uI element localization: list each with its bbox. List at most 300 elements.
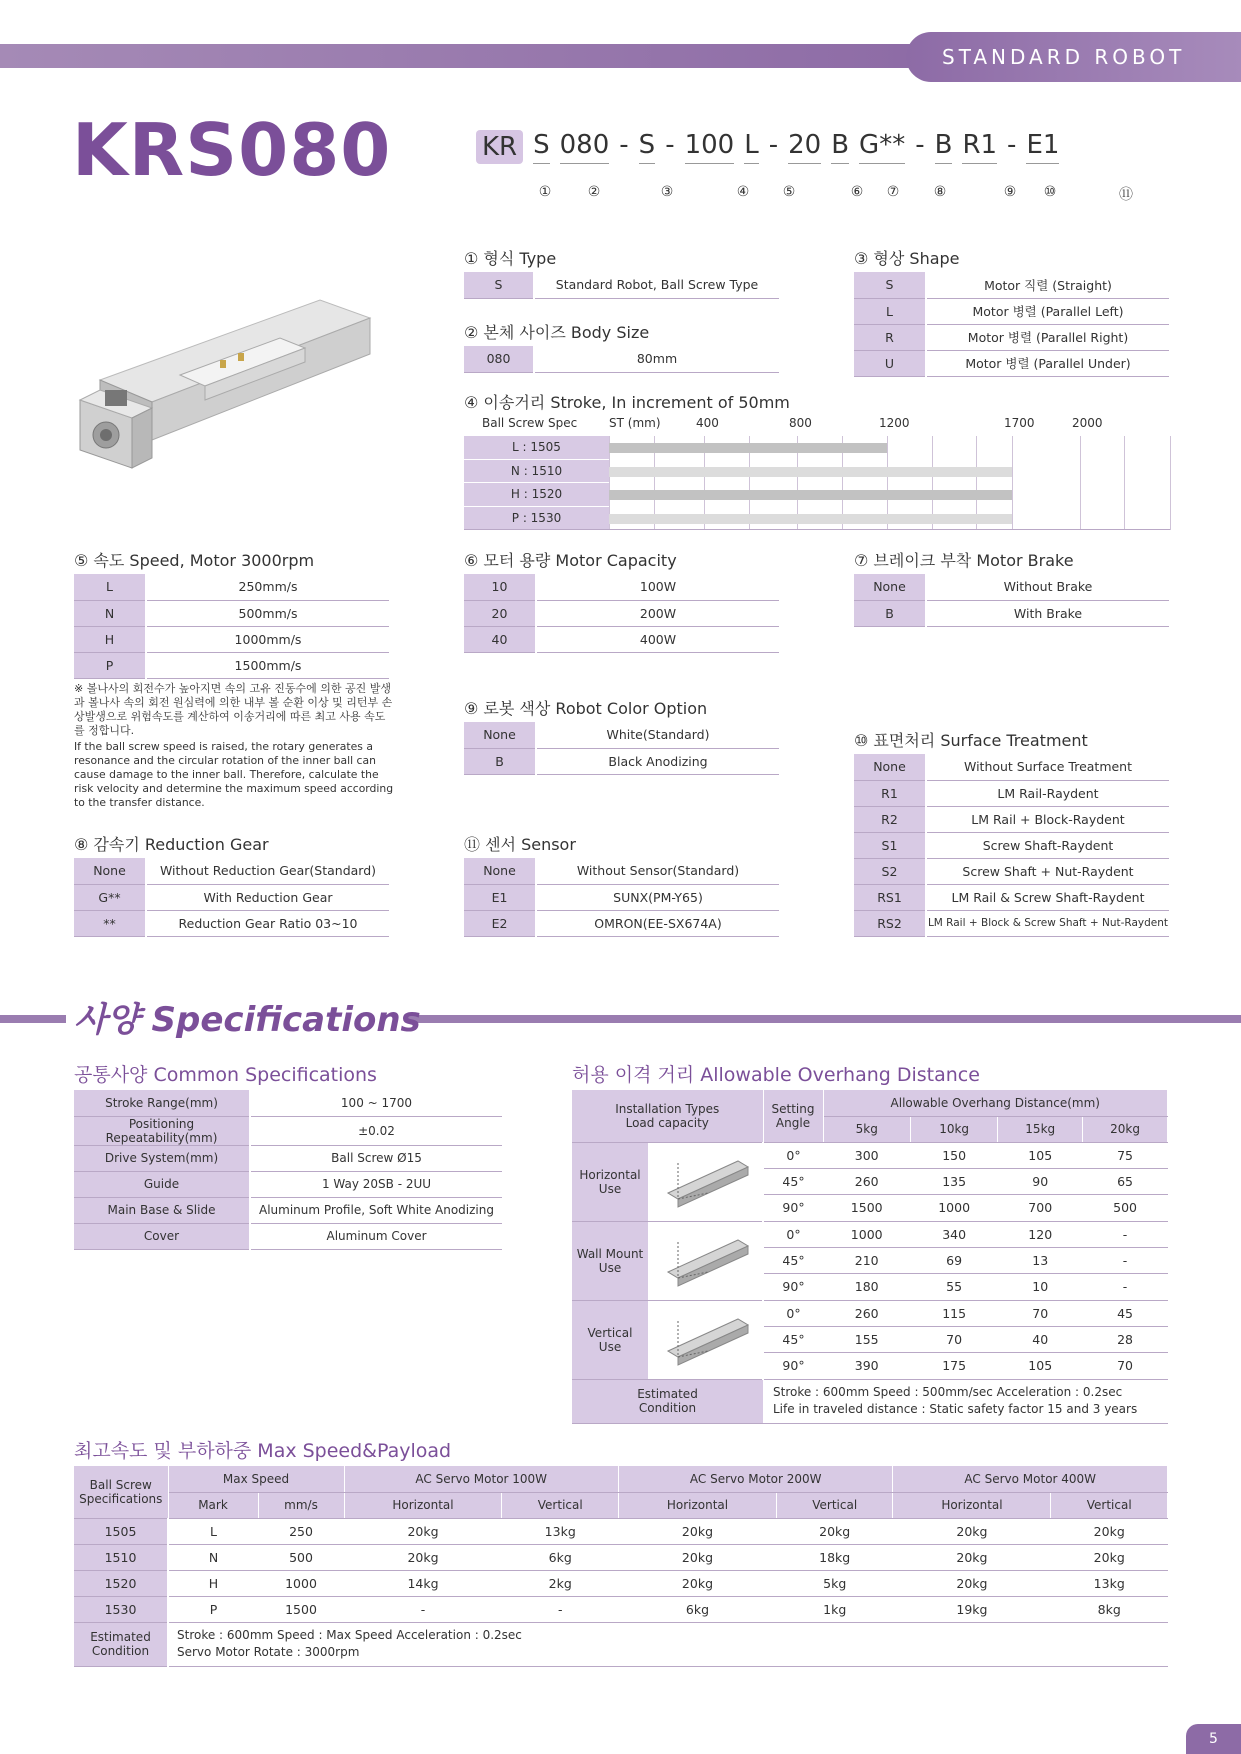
row-value: Reduction Gear Ratio 03~10 — [146, 910, 389, 936]
maxspeed-value: 14kg — [344, 1570, 502, 1596]
speed-note-en: If the ball screw speed is raised, the rotary generates a resonance and the circular rotation of the inner ball can cause damage to the inner ball. Therefore, calculate the risk velocity and determine the maximum speed according to the transfer distance. — [74, 740, 394, 809]
row-key: S — [854, 272, 926, 298]
vertical-header: Vertical — [1051, 1492, 1168, 1518]
table-row — [854, 272, 1169, 298]
table-row — [854, 754, 1169, 780]
spec-value: 100 ~ 1700 — [250, 1090, 502, 1116]
overhang-value: 700 — [998, 1195, 1083, 1221]
row-key: None — [464, 722, 536, 748]
row-key: S — [464, 272, 534, 298]
mark-header: Mark — [168, 1492, 258, 1518]
install-type-name: Vertical Use — [572, 1301, 648, 1379]
code-number: ③ — [660, 184, 674, 200]
table-row — [74, 1145, 502, 1171]
table-row — [464, 884, 779, 910]
spec-name: Drive System(mm) — [74, 1145, 250, 1171]
overhang-value: 28 — [1083, 1326, 1168, 1352]
table-row — [854, 806, 1169, 832]
install-type-cell — [572, 1142, 763, 1221]
maxspeed-value: 1505 — [74, 1518, 168, 1544]
code-number: ④ — [736, 184, 750, 200]
code-segment: L — [744, 130, 759, 160]
table-row — [74, 1223, 502, 1249]
motor-header: AC Servo Motor 100W — [344, 1466, 618, 1492]
row-value: Screw Shaft-Raydent — [926, 832, 1169, 858]
install-type-cell — [572, 1300, 763, 1379]
code-segment: G** — [859, 130, 906, 160]
table-row — [464, 626, 779, 652]
overhang-value: 180 — [823, 1274, 910, 1300]
row-key: RS1 — [854, 884, 926, 910]
row-key: R1 — [854, 780, 926, 806]
page-number: 5 — [1186, 1724, 1241, 1754]
maxspeed-condition-text — [168, 1622, 1168, 1666]
overhang-value: - — [1083, 1274, 1168, 1300]
maxspeed-value: 1510 — [74, 1544, 168, 1570]
overhang-load: 15kg — [998, 1116, 1083, 1142]
table-row — [464, 272, 779, 298]
overhang-value: 70 — [998, 1300, 1083, 1326]
maxspeed-value: 500 — [258, 1544, 344, 1570]
shape-table — [854, 272, 1169, 377]
spec-value: ±0.02 — [250, 1116, 502, 1145]
table-row — [74, 600, 389, 626]
row-key: U — [854, 350, 926, 376]
code-segment: - — [768, 130, 779, 160]
table-row — [74, 1197, 502, 1223]
spec-value: 1 Way 20SB - 2UU — [250, 1171, 502, 1197]
overhang-condition-line1: Stroke : 600mm Speed : 500mm/sec Acceleration : 0.2sec — [773, 1385, 1123, 1399]
maxspeed-value: 6kg — [502, 1544, 619, 1570]
horizontal-header: Horizontal — [618, 1492, 776, 1518]
overhang-value: 0° — [763, 1221, 823, 1247]
overhang-header-distance: Allowable Overhang Distance(mm) — [823, 1090, 1168, 1116]
row-value: LM Rail-Raydent — [926, 780, 1169, 806]
type-table — [464, 272, 779, 299]
overhang-value: 390 — [823, 1353, 910, 1379]
row-key: S2 — [854, 858, 926, 884]
overhang-condition-text — [763, 1379, 1168, 1423]
code-segment: S — [638, 130, 656, 160]
overhang-value: 260 — [823, 1300, 910, 1326]
overhang-value: 90° — [763, 1195, 823, 1221]
row-value: 1000mm/s — [146, 626, 389, 652]
row-value: 200W — [536, 600, 779, 626]
overhang-value: 40 — [998, 1326, 1083, 1352]
body-size-table — [464, 346, 779, 373]
overhang-value: 45° — [763, 1168, 823, 1194]
maxspeed-value: - — [502, 1596, 619, 1622]
maxspeed-value: 1000 — [258, 1570, 344, 1596]
overhang-value: 105 — [998, 1353, 1083, 1379]
code-number: ⑨ — [1003, 184, 1017, 200]
motor-title: ⑥ 모터 용량 Motor Capacity — [464, 551, 677, 570]
overhang-value: 175 — [910, 1353, 997, 1379]
code-segment: 080 — [559, 130, 610, 160]
table-row — [854, 780, 1169, 806]
model-code-numbers — [0, 184, 1241, 204]
install-type-icon — [648, 1222, 762, 1300]
code-segment: E1 — [1026, 130, 1060, 160]
maxspeed-value: 20kg — [1051, 1518, 1168, 1544]
brake-table — [854, 574, 1169, 627]
table-row — [464, 600, 779, 626]
overhang-value: 13 — [998, 1247, 1083, 1273]
row-value: 500mm/s — [146, 600, 389, 626]
maxspeed-value: 20kg — [776, 1518, 893, 1544]
maxspeed-value: L — [168, 1518, 258, 1544]
overhang-header-angle: Setting Angle — [763, 1090, 823, 1142]
row-value: With Brake — [926, 600, 1169, 626]
code-segment: - — [619, 130, 629, 160]
row-value: Without Surface Treatment — [926, 754, 1169, 780]
overhang-value: 10 — [998, 1274, 1083, 1300]
table-row — [74, 1596, 1168, 1622]
table-row — [464, 748, 779, 774]
row-value: 1500mm/s — [146, 652, 389, 678]
row-key: R — [854, 324, 926, 350]
robot-image — [70, 290, 400, 490]
overhang-value: 1500 — [823, 1195, 910, 1221]
table-row — [74, 884, 389, 910]
overhang-value: 55 — [910, 1274, 997, 1300]
table-row — [74, 1570, 1168, 1596]
maxspeed-value: 20kg — [1051, 1544, 1168, 1570]
stroke-tick: 400 — [696, 416, 719, 430]
model-code — [476, 130, 1069, 176]
stroke-tick: 1700 — [1004, 416, 1035, 430]
table-row — [854, 832, 1169, 858]
table-row — [74, 652, 389, 678]
overhang-value: 90 — [998, 1168, 1083, 1194]
row-value: Without Reduction Gear(Standard) — [146, 858, 389, 884]
code-number: ② — [587, 184, 601, 200]
overhang-value: 70 — [910, 1326, 997, 1352]
brake-title: ⑦ 브레이크 부착 Motor Brake — [854, 551, 1074, 570]
overhang-value: 45 — [1083, 1300, 1168, 1326]
row-key: L — [74, 574, 146, 600]
stroke-tick: 800 — [789, 416, 812, 430]
row-value: Without Sensor(Standard) — [536, 858, 779, 884]
overhang-value: 75 — [1083, 1142, 1168, 1168]
row-key: E2 — [464, 910, 536, 936]
overhang-value: 45° — [763, 1326, 823, 1352]
code-segment: R1 — [962, 130, 998, 160]
overhang-value: - — [1083, 1221, 1168, 1247]
row-value: LM Rail + Block-Raydent — [926, 806, 1169, 832]
row-key: G** — [74, 884, 146, 910]
code-segment: - — [665, 130, 675, 160]
install-type-name: Horizontal Use — [572, 1143, 648, 1221]
spec-name: Stroke Range(mm) — [74, 1090, 250, 1116]
row-key: S1 — [854, 832, 926, 858]
maxspeed-condition-label: Estimated Condition — [74, 1622, 168, 1666]
row-value: Screw Shaft + Nut-Raydent — [926, 858, 1169, 884]
overhang-value: 90° — [763, 1274, 823, 1300]
table-row — [74, 574, 389, 600]
overhang-value: 1000 — [823, 1221, 910, 1247]
maxspeed-value: 1kg — [776, 1596, 893, 1622]
row-value: LM Rail + Block & Screw Shaft + Nut-Raydent — [926, 910, 1169, 936]
code-segment: B — [831, 130, 850, 160]
maxspeed-value: 6kg — [618, 1596, 776, 1622]
stroke-chart — [464, 412, 1170, 530]
maxspeed-value: - — [344, 1596, 502, 1622]
stroke-tick: 1200 — [879, 416, 910, 430]
row-value: Motor 병렬 (Parallel Under) — [926, 350, 1169, 376]
vertical-header: Vertical — [776, 1492, 893, 1518]
spec-name: Main Base & Slide — [74, 1197, 250, 1223]
code-segment: B — [934, 130, 953, 160]
overhang-value: 260 — [823, 1168, 910, 1194]
overhang-value: 0° — [763, 1300, 823, 1326]
overhang-value: - — [1083, 1247, 1168, 1273]
overhang-value: 120 — [998, 1221, 1083, 1247]
spec-value: Aluminum Profile, Soft White Anodizing — [250, 1197, 502, 1223]
overhang-value: 0° — [763, 1142, 823, 1168]
maxspeed-value: 20kg — [893, 1570, 1051, 1596]
table-row — [464, 858, 779, 884]
maxspeed-value: 5kg — [776, 1570, 893, 1596]
overhang-value: 150 — [910, 1142, 997, 1168]
maxspeed-value: 20kg — [893, 1518, 1051, 1544]
overhang-header-install: Installation Types Load capacity — [572, 1090, 763, 1142]
overhang-value: 69 — [910, 1247, 997, 1273]
code-number: ⑦ — [886, 184, 900, 200]
install-type-icon — [648, 1301, 762, 1379]
code-segment: - — [915, 130, 925, 160]
table-row — [854, 910, 1169, 936]
table-row — [74, 910, 389, 936]
row-key: None — [464, 858, 536, 884]
overhang-value: 210 — [823, 1247, 910, 1273]
row-key: ** — [74, 910, 146, 936]
row-value: Motor 병렬 (Parallel Right) — [926, 324, 1169, 350]
row-key: 20 — [464, 600, 536, 626]
stroke-bar — [609, 490, 1012, 500]
table-row — [572, 1221, 1168, 1247]
table-row — [74, 1518, 1168, 1544]
code-number: ⑧ — [933, 184, 947, 200]
code-segment: - — [1007, 130, 1017, 160]
install-type-icon — [648, 1143, 762, 1221]
row-key: H — [74, 626, 146, 652]
body-size-title: ② 본체 사이즈 Body Size — [464, 323, 650, 342]
overhang-load: 10kg — [910, 1116, 997, 1142]
row-key: 080 — [464, 346, 534, 372]
stroke-title: ④ 이송거리 Stroke, In increment of 50mm — [464, 393, 790, 412]
overhang-load: 5kg — [823, 1116, 910, 1142]
row-key: B — [854, 600, 926, 626]
spec-name: Positioning Repeatability(mm) — [74, 1116, 250, 1145]
maxspeed-value: 18kg — [776, 1544, 893, 1570]
type-title: ① 형식 Type — [464, 249, 557, 268]
maxspeed-value: 1530 — [74, 1596, 168, 1622]
maxspeed-value: 20kg — [344, 1518, 502, 1544]
maxspeed-value: 20kg — [893, 1544, 1051, 1570]
table-row — [854, 350, 1169, 376]
spec-value: Ball Screw Ø15 — [250, 1145, 502, 1171]
sensor-title: ⑪ 센서 Sensor — [464, 835, 576, 854]
table-row — [74, 1171, 502, 1197]
table-row — [854, 600, 1169, 626]
install-type-cell — [572, 1221, 763, 1300]
maxspeed-condition-line2: Servo Motor Rotate : 3000rpm — [177, 1645, 360, 1659]
table-row — [854, 858, 1169, 884]
overhang-load: 20kg — [1083, 1116, 1168, 1142]
maxspeed-value: 13kg — [502, 1518, 619, 1544]
stroke-bar — [609, 467, 1012, 477]
table-row — [854, 298, 1169, 324]
stroke-bar — [609, 443, 887, 453]
maxspeed-title: 최고속도 및 부하하중 Max Speed&Payload — [74, 1440, 452, 1462]
spec-name: Guide — [74, 1171, 250, 1197]
maxspeed-value: 13kg — [1051, 1570, 1168, 1596]
row-value: With Reduction Gear — [146, 884, 389, 910]
table-row — [572, 1142, 1168, 1168]
header-bar — [0, 44, 910, 68]
maxspeed-value: 19kg — [893, 1596, 1051, 1622]
overhang-value: 45° — [763, 1247, 823, 1273]
table-row — [464, 722, 779, 748]
stroke-col1: Ball Screw Spec — [482, 416, 578, 430]
horizontal-header: Horizontal — [344, 1492, 502, 1518]
code-number: ⑪ — [1119, 187, 1133, 203]
gear-table — [74, 858, 389, 937]
row-value: Without Brake — [926, 574, 1169, 600]
common-table — [74, 1090, 502, 1250]
row-key: R2 — [854, 806, 926, 832]
row-value: 100W — [536, 574, 779, 600]
color-title: ⑨ 로봇 색상 Robot Color Option — [464, 699, 708, 718]
table-row — [74, 1544, 1168, 1570]
maxspeed-value: 1520 — [74, 1570, 168, 1596]
page-title: KRS080 — [72, 108, 392, 192]
row-key: None — [854, 574, 926, 600]
motor-table — [464, 574, 779, 653]
maxspeed-value: 250 — [258, 1518, 344, 1544]
table-row — [74, 1116, 502, 1145]
stroke-row-label: P : 1530 — [464, 507, 609, 531]
vertical-header: Vertical — [502, 1492, 619, 1518]
overhang-title: 허용 이격 거리 Allowable Overhang Distance — [572, 1064, 980, 1086]
overhang-condition-label: Estimated Condition — [572, 1379, 763, 1423]
table-row — [854, 324, 1169, 350]
surface-table — [854, 754, 1169, 937]
stroke-col2: ST (mm) — [609, 416, 661, 430]
maxspeed-condition-line1: Stroke : 600mm Speed : Max Speed Acceleration : 0.2sec — [177, 1628, 522, 1642]
overhang-value: 340 — [910, 1221, 997, 1247]
row-value: White(Standard) — [536, 722, 779, 748]
maxspeed-value: 2kg — [502, 1570, 619, 1596]
code-segment: S — [533, 130, 550, 160]
row-key: B — [464, 748, 536, 774]
table-row — [464, 910, 779, 936]
code-number: ⑩ — [1043, 184, 1057, 200]
maxspeed-value: 1500 — [258, 1596, 344, 1622]
overhang-value: 115 — [910, 1300, 997, 1326]
color-table — [464, 722, 779, 775]
row-value: 250mm/s — [146, 574, 389, 600]
code-number: ⑥ — [850, 184, 864, 200]
maxspeed-value: P — [168, 1596, 258, 1622]
overhang-condition-line2: Life in traveled distance : Static safety factor 15 and 3 years — [773, 1402, 1138, 1416]
maxspeed-value: 20kg — [618, 1544, 776, 1570]
code-number: ⑤ — [782, 184, 796, 200]
gear-title: ⑧ 감속기 Reduction Gear — [74, 835, 269, 854]
maxspeed-value: N — [168, 1544, 258, 1570]
overhang-table — [572, 1090, 1168, 1424]
row-value: 400W — [536, 626, 779, 652]
table-row — [854, 574, 1169, 600]
stroke-row-label: L : 1505 — [464, 436, 609, 460]
spec-name: Cover — [74, 1223, 250, 1249]
stroke-tick: 2000 — [1072, 416, 1103, 430]
maxspeed-value: 8kg — [1051, 1596, 1168, 1622]
overhang-value: 500 — [1083, 1195, 1168, 1221]
sensor-table — [464, 858, 779, 937]
overhang-value: 70 — [1083, 1353, 1168, 1379]
overhang-value: 155 — [823, 1326, 910, 1352]
table-row — [74, 626, 389, 652]
row-value: Motor 병렬 (Parallel Left) — [926, 298, 1169, 324]
stroke-row-label: H : 1520 — [464, 483, 609, 507]
maxspeed-value: 20kg — [618, 1570, 776, 1596]
spec-value: Aluminum Cover — [250, 1223, 502, 1249]
maxspeed-table — [74, 1466, 1168, 1667]
mms-header: mm/s — [258, 1492, 344, 1518]
table-row — [464, 346, 779, 372]
motor-header: AC Servo Motor 400W — [893, 1466, 1168, 1492]
table-row — [74, 858, 389, 884]
row-key: None — [74, 858, 146, 884]
motor-header: AC Servo Motor 200W — [618, 1466, 892, 1492]
overhang-value: 1000 — [910, 1195, 997, 1221]
table-row — [74, 1090, 502, 1116]
speed-note-kr: ※ 볼나사의 회전수가 높아지면 속의 고유 진동수에 의한 공진 발생과 볼나사 속의 회전 원심력에 의한 내부 볼 순환 이상 및 리턴부 손상발생으로 위험속도를 계산하여 이송거리에 따른 최고 사용 속도를 정합니다. — [74, 682, 393, 737]
code-segment: 100 — [684, 130, 735, 160]
row-value: OMRON(EE-SX674A) — [536, 910, 779, 936]
code-number: ① — [538, 184, 552, 200]
surface-title: ⑩ 표면처리 Surface Treatment — [854, 731, 1088, 750]
maxspeed-value: 20kg — [344, 1544, 502, 1570]
specifications-title: 사양 Specifications — [74, 1000, 421, 1040]
maxspeed-value: H — [168, 1570, 258, 1596]
row-value: SUNX(PM-Y65) — [536, 884, 779, 910]
overhang-value: 65 — [1083, 1168, 1168, 1194]
row-value: Black Anodizing — [536, 748, 779, 774]
install-type-name: Wall Mount Use — [572, 1222, 648, 1300]
maxspeed-value: 20kg — [618, 1518, 776, 1544]
row-key: E1 — [464, 884, 536, 910]
overhang-value: 105 — [998, 1142, 1083, 1168]
overhang-value: 300 — [823, 1142, 910, 1168]
row-key: None — [854, 754, 926, 780]
row-key: RS2 — [854, 910, 926, 936]
ball-screw-header: Ball Screw Specifications — [74, 1466, 168, 1518]
row-key: 10 — [464, 574, 536, 600]
row-value: 80mm — [534, 346, 779, 372]
horizontal-header: Horizontal — [893, 1492, 1051, 1518]
table-row — [854, 884, 1169, 910]
code-segment: 20 — [788, 130, 822, 160]
overhang-value: 135 — [910, 1168, 997, 1194]
shape-title: ③ 형상 Shape — [854, 249, 960, 268]
code-segment: KR — [476, 130, 523, 164]
speed-table — [74, 574, 389, 679]
row-value: Motor 직렬 (Straight) — [926, 272, 1169, 298]
header-badge: STANDARD ROBOT — [906, 32, 1241, 82]
